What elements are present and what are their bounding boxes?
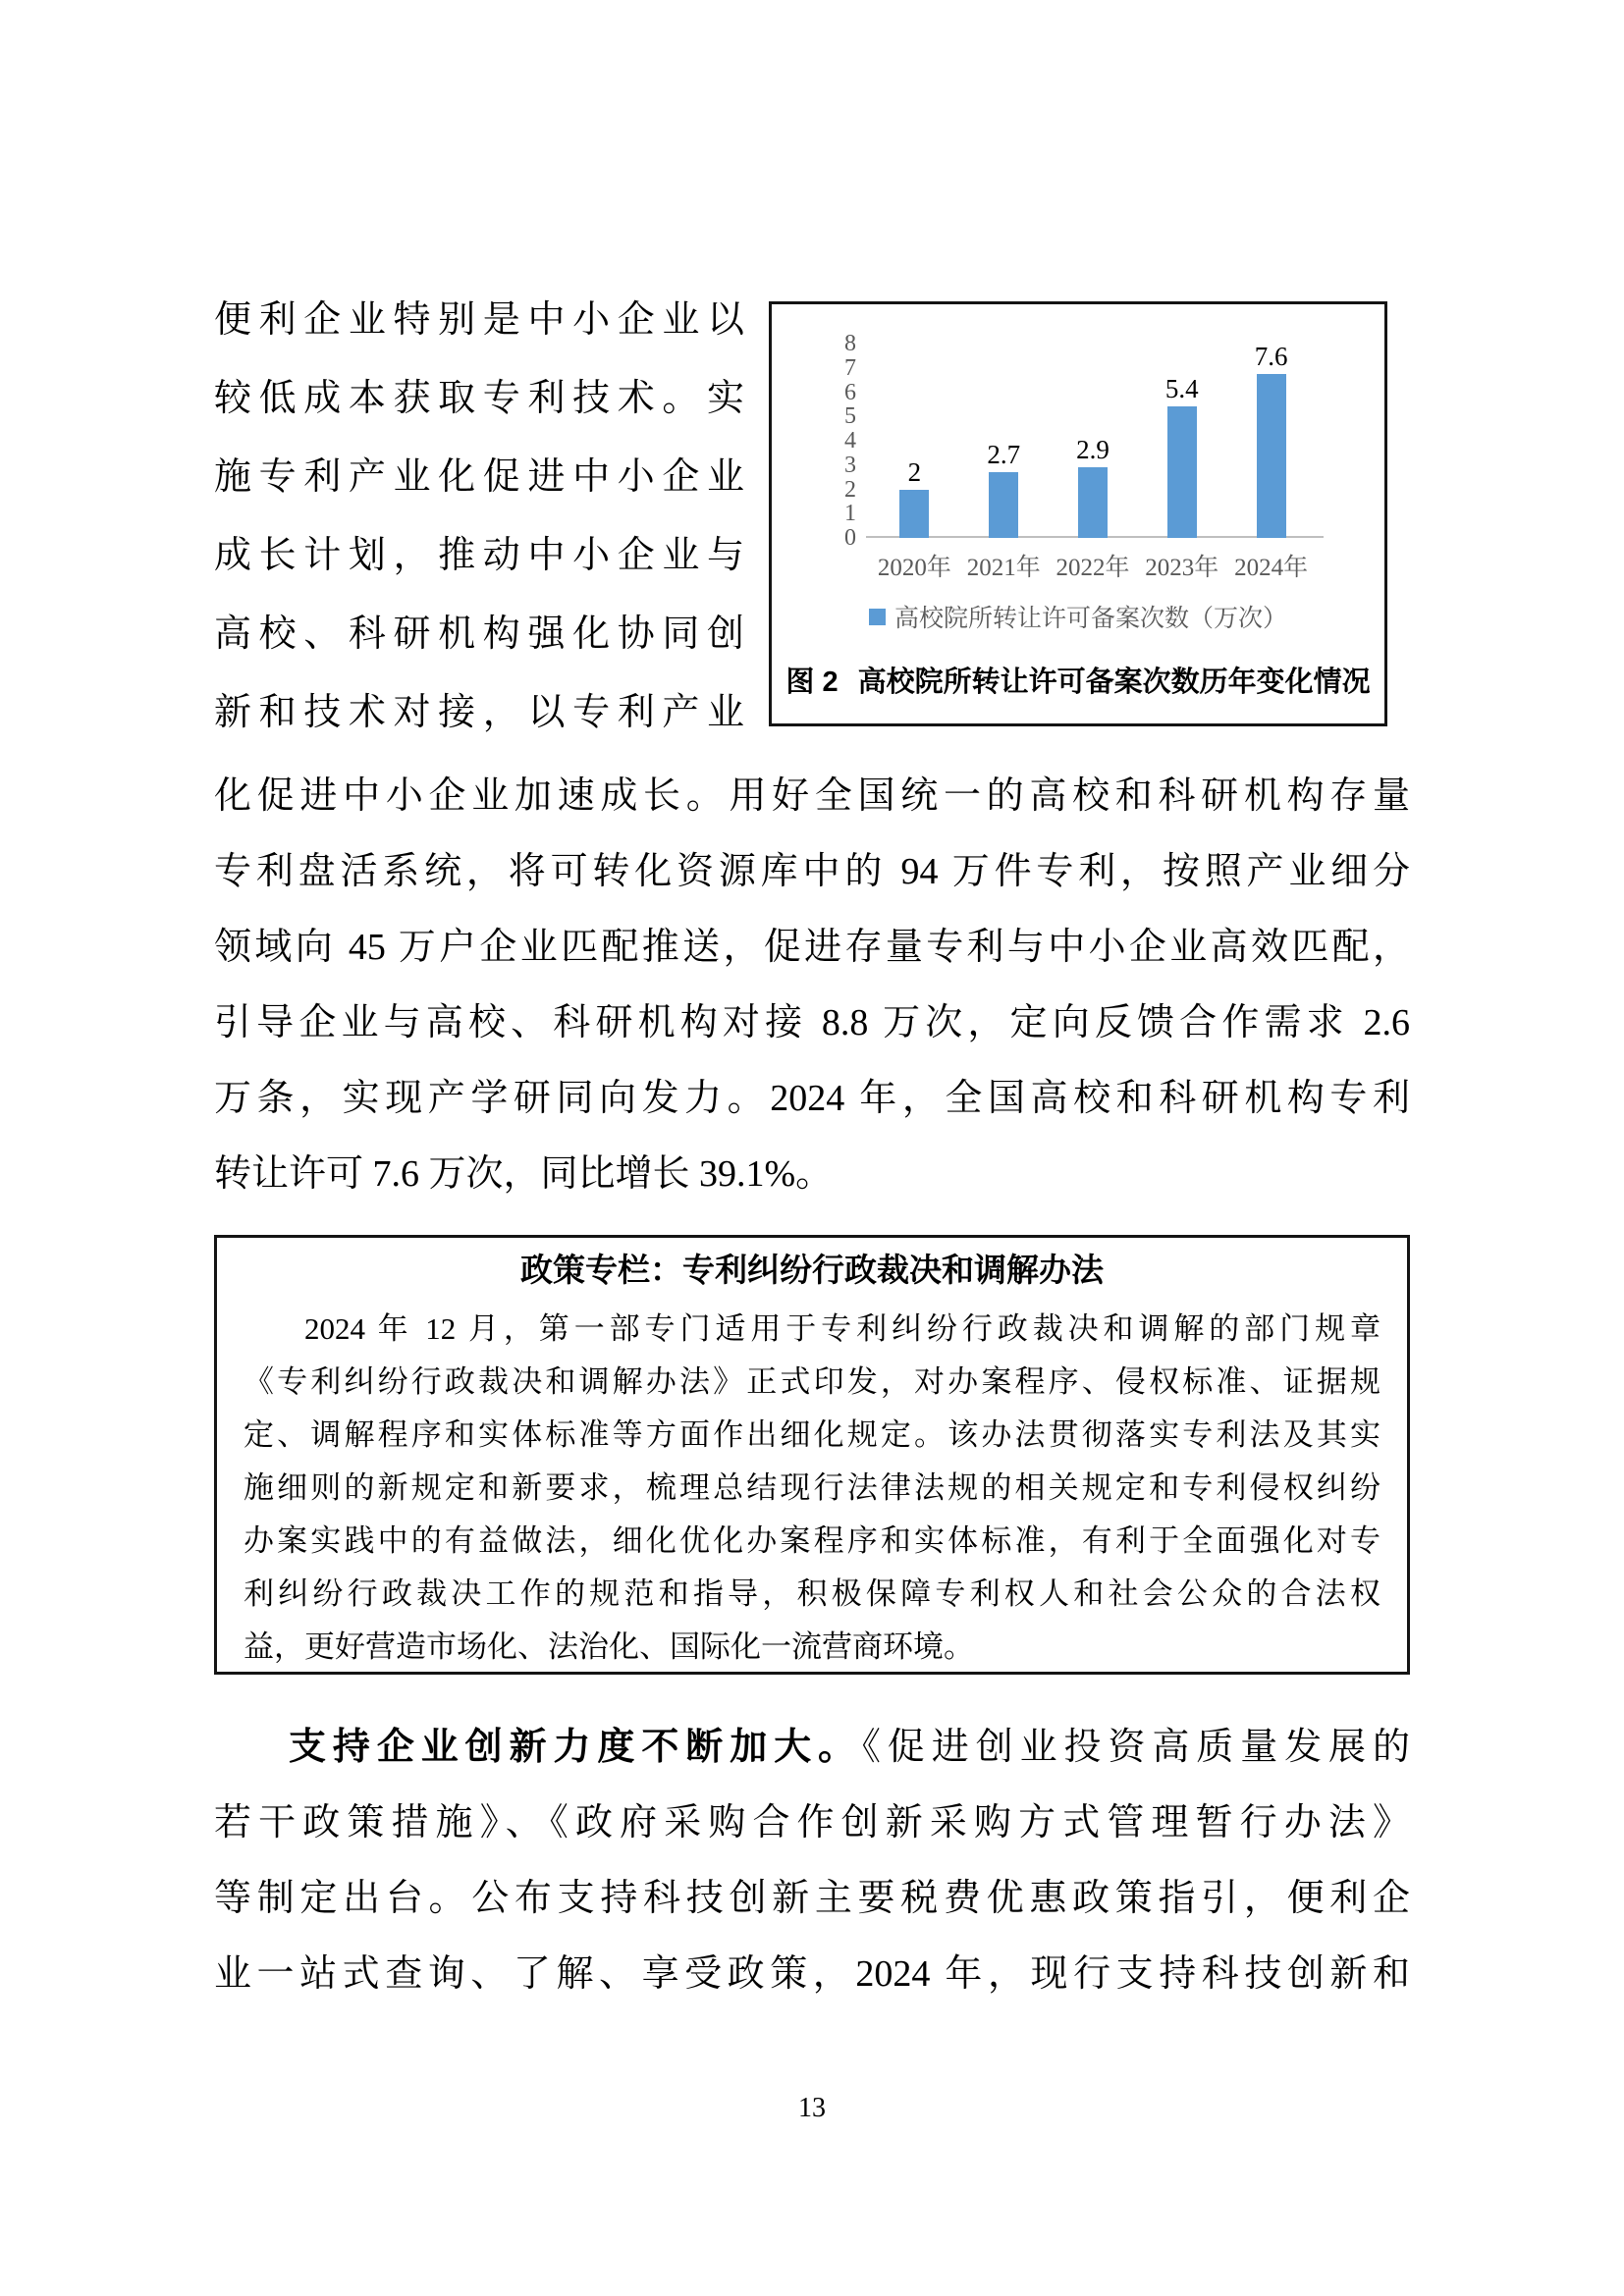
paragraph-top-left-column (214, 281, 744, 752)
figure-caption-text: 高校院所转让许可备案次数历年变化情况 (857, 667, 1371, 698)
y-axis-tick-label: 7 (844, 354, 856, 381)
x-category-label: 2022年 (1056, 555, 1130, 581)
policy-box-title: 政策专栏：专利纠纷行政裁决和调解办法 (520, 1252, 1104, 1288)
chart-bar-value: 2.7 (987, 440, 1021, 470)
figure-caption-number: 图 2 (785, 667, 839, 698)
chart-bar (1078, 467, 1108, 538)
chart-bar-value: 7.6 (1254, 342, 1288, 371)
chart-legend (772, 599, 1384, 634)
policy-box-line: 2024 年 12 月，第一部专门适用于专利纠纷行政裁决和调解的部门规章 (304, 1311, 1380, 1346)
paragraph-line: 转让许可 7.6 万次，同比增长 39.1%。 (214, 1153, 834, 1195)
chart-bar (899, 490, 929, 539)
paragraph-line: 领域向 45 万户企业匹配推送，促进存量专利与中小企业高效匹配， (214, 927, 1410, 968)
figure-caption (772, 660, 1384, 700)
paragraph-line: 高校、科研机构强化协同创 (214, 614, 744, 655)
y-axis-tick-label: 8 (844, 331, 856, 356)
chart-bar-value: 5.4 (1164, 374, 1199, 404)
legend-swatch-icon (869, 609, 886, 625)
paragraph-bold-lead: 支持企业创新力度不断加大。 (289, 1727, 862, 1768)
paragraph-line: 等制定出台。公布支持科技创新主要税费优惠政策指引，便利企 (214, 1878, 1410, 1919)
policy-box-line: 定、调解程序和实体标准等方面作出细化规定。该办法贯彻落实专利法及其实 (244, 1417, 1380, 1452)
paragraph-line-rest: 《促进创业投资高质量发展的 (861, 1727, 1410, 1768)
y-axis-tick-label: 1 (844, 501, 856, 527)
y-axis-tick-label: 5 (844, 403, 856, 430)
paragraph-line: 较低成本获取专利技术。实 (214, 378, 744, 419)
policy-box-line: 办案实践中的有益做法，细化优化办案程序和实体标准，有利于全面强化对专 (244, 1523, 1380, 1558)
paragraph-line (214, 1710, 1410, 1786)
chart-bar-value: 2 (907, 456, 922, 487)
x-category-label: 2020年 (877, 555, 951, 581)
chart-bar-group (1049, 344, 1138, 538)
chart-bar-group (870, 344, 959, 538)
figure-2-box (769, 301, 1387, 726)
chart-bar (1167, 406, 1197, 538)
page-number: 13 (798, 2093, 826, 2123)
y-axis-tick-label: 3 (844, 452, 856, 478)
paragraph-middle (214, 759, 1410, 1212)
y-axis-tick-label: 6 (844, 379, 856, 405)
paragraph-line: 引导企业与高校、科研机构对接 8.8 万次，定向反馈合作需求 2.6 (214, 1002, 1410, 1043)
paragraph-line: 万条，实现产学研同向发力。2024 年，全国高校和科研机构专利 (214, 1078, 1410, 1119)
chart-plot (844, 331, 1316, 551)
policy-box (214, 1235, 1410, 1675)
y-axis-tick-label: 4 (844, 428, 856, 454)
policy-box-line: 施细则的新规定和新要求，梳理总结现行法律法规的相关规定和专利侵权纠纷 (244, 1470, 1380, 1505)
paragraph-bottom (214, 1710, 1410, 2012)
chart-bar-group (1137, 344, 1226, 538)
paragraph-line: 便利企业特别是中小企业以 (214, 299, 744, 341)
x-category-label: 2024年 (1234, 555, 1309, 581)
policy-box-line: 益，更好营造市场化、法治化、国际化一流营商环境。 (244, 1629, 974, 1664)
x-category-label: 2021年 (966, 555, 1041, 581)
paragraph-line: 若干政策措施》、《政府采购合作创新采购方式管理暂行办法》 (214, 1802, 1410, 1843)
chart-bar-group (1226, 344, 1316, 538)
paragraph-line: 业一站式查询、了解、享受政策，2024 年，现行支持科技创新和 (214, 1953, 1410, 1995)
policy-box-line: 《专利纠纷行政裁决和调解办法》正式印发，对办案程序、侵权标准、证据规 (244, 1364, 1380, 1399)
x-category-label: 2023年 (1145, 555, 1219, 581)
policy-box-line: 利纠纷行政裁决工作的规范和指导，积极保障专利权人和社会公众的合法权 (244, 1576, 1380, 1611)
legend-label: 高校院所转让许可备案次数（万次） (893, 605, 1287, 632)
chart-bar-group (959, 344, 1049, 538)
chart-bar-value: 2.9 (1076, 435, 1110, 465)
chart-bar (1257, 374, 1286, 538)
paragraph-line: 成长计划，推动中小企业与 (214, 535, 744, 576)
paragraph-line: 施专利产业化促进中小企业 (214, 456, 744, 498)
chart-category-axis (870, 548, 1316, 583)
paragraph-line: 化促进中小企业加速成长。用好全国统一的高校和科研机构存量 (214, 775, 1410, 817)
chart-bars (870, 344, 1316, 538)
policy-box-body (244, 1303, 1380, 1674)
chart-bar (989, 472, 1018, 538)
y-axis-tick-label: 2 (844, 476, 856, 503)
y-axis-tick-label: 0 (844, 525, 856, 551)
paragraph-line: 专利盘活系统，将可转化资源库中的 94 万件专利，按照产业细分 (214, 851, 1410, 892)
paragraph-line: 新和技术对接，以专利产业 (214, 692, 744, 733)
